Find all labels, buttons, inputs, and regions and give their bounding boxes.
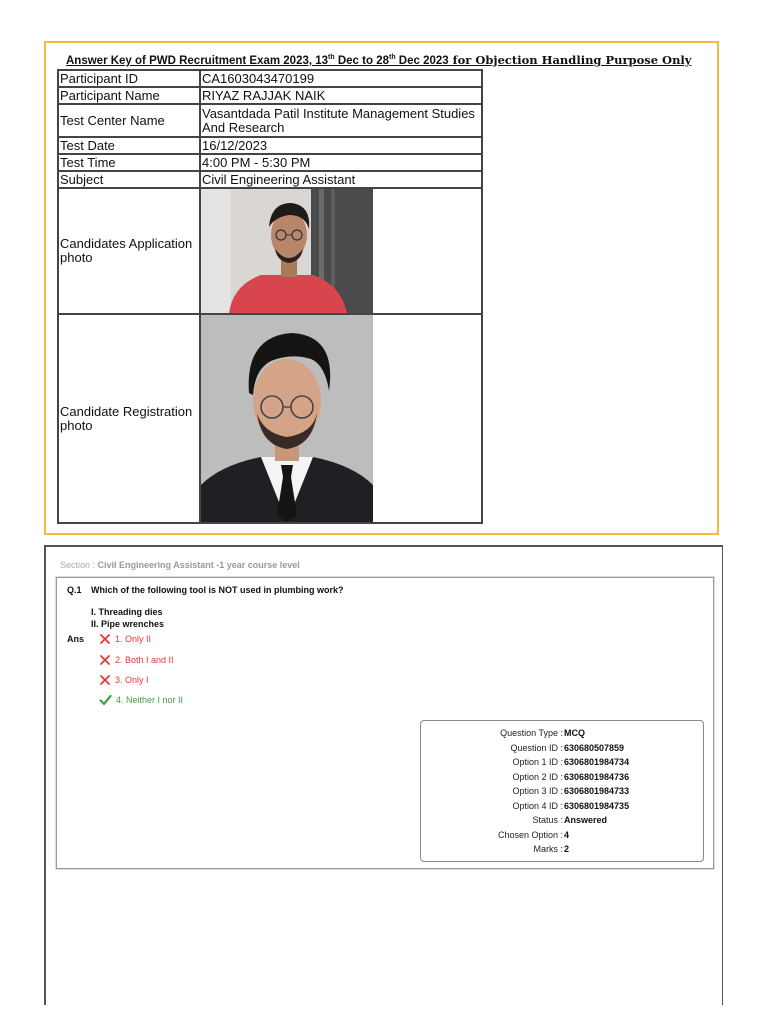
question-meta-box — [420, 720, 704, 862]
participant-id-label: Participant ID — [58, 70, 200, 87]
table-row — [58, 188, 482, 314]
meta-value: Answered — [564, 815, 608, 825]
application-photo-label: Candidates Application photo — [58, 188, 200, 314]
title-text: Dec to 28 — [334, 55, 389, 67]
meta-value: 6306801984733 — [564, 786, 630, 796]
title-text: for Objection Handling Purpose Only — [448, 53, 692, 67]
application-photo — [201, 189, 373, 313]
question-card — [56, 577, 714, 869]
meta-key: Chosen Option : — [497, 829, 563, 840]
participant-name-value: RIYAZ RAJJAK NAIK — [200, 87, 482, 104]
section-prefix: Section : — [60, 560, 98, 570]
table-row — [58, 137, 482, 154]
option-text: 1. Only II — [115, 634, 152, 644]
table-row — [58, 70, 482, 87]
meta-value: MCQ — [564, 728, 585, 738]
test-date-value: 16/12/2023 — [200, 137, 482, 154]
meta-value: 6306801984735 — [564, 800, 630, 811]
test-center-value: Vasantdada Patil Institute Management Studies And Research — [200, 104, 482, 137]
meta-key: Question ID : — [510, 742, 563, 753]
table-row — [58, 87, 482, 104]
table-row — [58, 154, 482, 171]
test-date-label: Test Date — [58, 137, 200, 154]
option-text: 4. Neither I nor II — [116, 695, 184, 705]
option-text: 3. Only I — [115, 675, 149, 685]
exam-title — [66, 53, 716, 67]
meta-key: Question Type : — [500, 728, 563, 738]
meta-key: Marks : — [533, 844, 563, 854]
application-photo-cell — [200, 188, 482, 314]
cross-icon — [99, 633, 111, 645]
title-text: Answer Key of PWD Recruitment Exam 2023, 13 — [66, 55, 329, 67]
question-panel — [44, 545, 723, 1005]
question-number: Q.1 — [67, 585, 82, 595]
question-text: Which of the following tool is NOT used in plumbing work? — [91, 585, 344, 595]
test-center-label: Test Center Name — [58, 104, 200, 137]
table-row — [58, 171, 482, 188]
registration-photo-cell — [200, 314, 482, 523]
subject-value: Civil Engineering Assistant — [200, 171, 482, 188]
option-2 — [99, 654, 174, 666]
table-row — [58, 104, 482, 137]
meta-value: 6306801984734 — [564, 757, 630, 767]
section-name: Civil Engineering Assistant -1 year course level — [97, 560, 300, 570]
meta-value: 6306801984736 — [564, 771, 630, 782]
option-text: 2. Both I and II — [115, 655, 174, 665]
option-1 — [99, 633, 151, 645]
candidate-info-panel — [44, 41, 719, 535]
meta-value: 630680507859 — [564, 742, 625, 753]
meta-key: Option 2 ID : — [512, 771, 563, 782]
meta-key: Status : — [532, 815, 563, 825]
ans-label: Ans — [67, 634, 85, 644]
title-sup: th — [388, 54, 396, 62]
meta-key: Option 1 ID : — [512, 757, 563, 767]
option-4 — [99, 694, 183, 706]
cross-icon — [99, 674, 111, 686]
cross-icon — [99, 654, 111, 666]
statement-1: I. Threading dies — [91, 607, 163, 617]
section-line — [60, 560, 300, 570]
participant-name-label: Participant Name — [58, 87, 200, 104]
meta-key: Option 3 ID : — [512, 786, 563, 796]
checkmark-icon — [99, 694, 112, 706]
subject-label: Subject — [58, 171, 200, 188]
title-sup: th — [328, 54, 335, 62]
participant-id-value: CA1603043470199 — [200, 70, 482, 87]
candidate-info-table — [57, 69, 483, 524]
test-time-value: 4:00 PM - 5:30 PM — [200, 154, 482, 171]
meta-key: Option 4 ID : — [512, 800, 563, 811]
meta-value: 2 — [564, 844, 570, 854]
registration-photo — [201, 315, 373, 522]
meta-value: 4 — [564, 829, 570, 840]
table-row — [58, 314, 482, 523]
registration-photo-label: Candidate Registration photo — [58, 314, 200, 523]
option-3 — [99, 674, 149, 686]
statement-2: II. Pipe wrenches — [91, 619, 165, 629]
title-text: Dec 2023 — [395, 55, 449, 67]
test-time-label: Test Time — [58, 154, 200, 171]
